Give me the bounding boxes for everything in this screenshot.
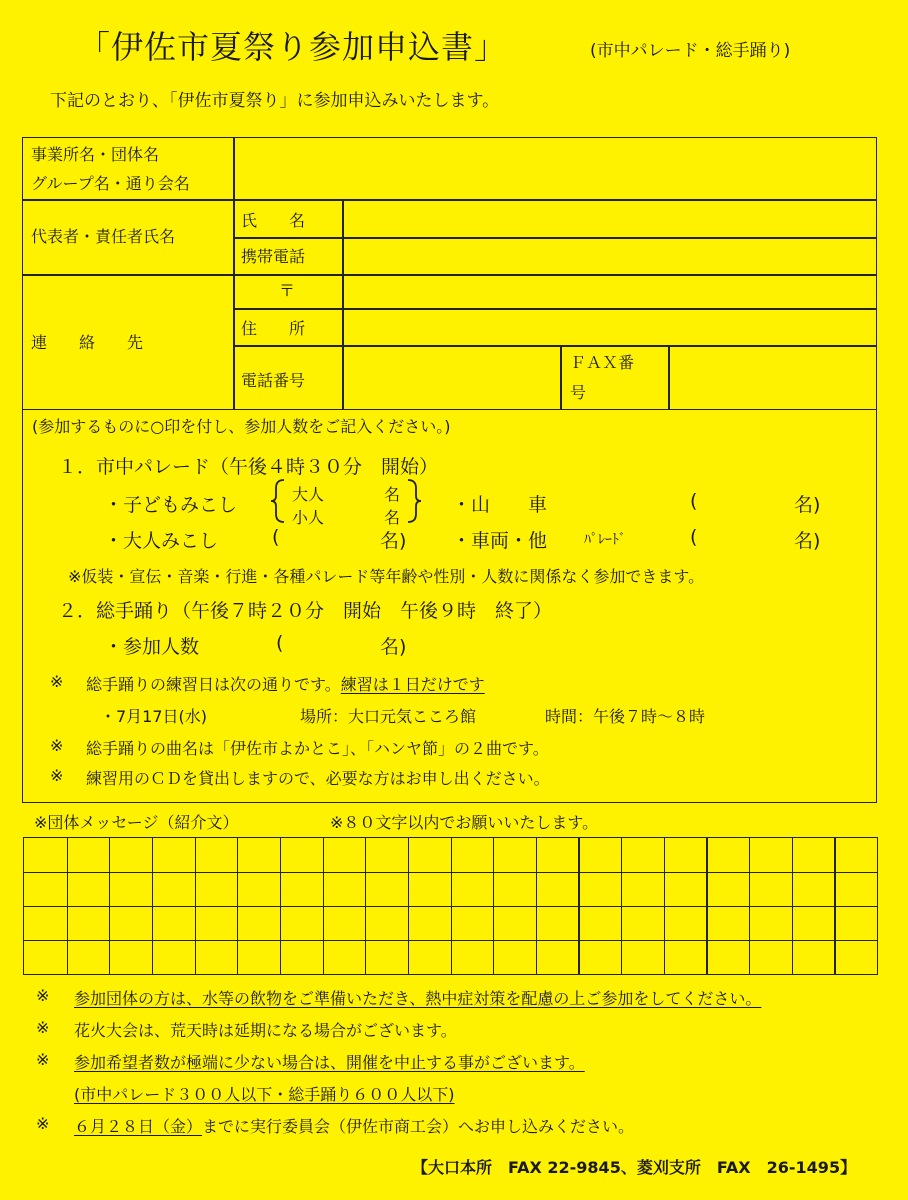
deadline-text: までに実行委員会（伊佐市商工会）へお申し込みください。	[202, 1117, 635, 1136]
yama-label: ・山 車	[452, 494, 548, 516]
vehicle-label: ・車両・他	[452, 530, 548, 552]
org-label-1: 事業所名・団体名	[31, 145, 160, 164]
note-mark: ※	[50, 736, 64, 755]
parade-small-label: ﾊﾟﾚｰﾄﾞ	[584, 532, 626, 548]
parade-note: ※仮装・宣伝・音楽・行進・各種パレード等年齢や性別・人数に関係なく参加できます。	[68, 567, 705, 586]
address-field[interactable]	[348, 311, 868, 342]
note-mark: ※	[50, 766, 64, 785]
vehicle-paren-open: (	[690, 526, 698, 548]
note-cancel: 参加希望者数が極端に少ない場合は、開催を中止する事がございます。	[74, 1053, 585, 1072]
address-label: 住 所	[241, 319, 306, 338]
fax-label-1: ＦＡＸ番	[570, 353, 635, 372]
contact-label: 連 絡 先	[31, 333, 144, 352]
message-label: ※団体メッセージ（紹介文）	[34, 813, 239, 832]
adult-mikoshi-paren-open: (	[272, 526, 280, 548]
adult-mikoshi-label: ・大人みこし	[104, 530, 219, 552]
mobile-label: 携帯電話	[241, 247, 306, 266]
left-brace-icon	[270, 478, 290, 524]
note-mark: ※	[36, 1114, 50, 1133]
note-mark: ※	[36, 986, 50, 1005]
child-count-unit[interactable]: 名	[384, 508, 401, 527]
phone-label: 電話番号	[241, 371, 306, 390]
message-limit: ※８０文字以内でお願いいたします。	[330, 813, 599, 832]
yama-count-unit[interactable]: 名)	[794, 494, 821, 516]
postal-label: 〒	[279, 281, 296, 300]
note-mark: ※	[50, 672, 64, 691]
fax-field[interactable]	[673, 348, 871, 406]
participants-label: ・参加人数	[104, 636, 200, 658]
rep-label: 代表者・責任者氏名	[31, 227, 176, 246]
grid-row-line	[24, 940, 877, 941]
participants-count-unit[interactable]: 名)	[380, 636, 407, 658]
adult-count-unit[interactable]: 名	[384, 485, 401, 504]
note-deadline	[74, 1114, 634, 1137]
practice-note-underlined: 練習は１日だけです	[340, 675, 485, 694]
name-label: 氏 名	[241, 211, 306, 230]
kids-mikoshi-label: ・子どもみこし	[104, 494, 238, 516]
practice-note	[86, 672, 485, 695]
deadline-date: ６月２８日（金）	[74, 1117, 203, 1136]
dance-title: ２．総手踊り（午後７時２０分 開始 午後９時 終了）	[58, 600, 553, 622]
child-label: 小人	[292, 508, 325, 527]
message-grid[interactable]	[23, 837, 878, 975]
intro-text: 下記のとおり、「伊佐市夏祭り」に参加申込みいたします。	[50, 91, 500, 111]
right-brace-icon	[402, 478, 422, 524]
note-cancel-threshold: (市中パレード３００人以下・総手踊り６００人以下)	[74, 1085, 455, 1104]
yama-paren-open: (	[690, 490, 698, 512]
practice-place: 場所：大口元気こころ館	[300, 707, 477, 726]
adult-label: 大人	[292, 485, 325, 504]
fax-label-2: 号	[570, 383, 587, 402]
mobile-field[interactable]	[348, 240, 868, 272]
practice-time: 時間：午後７時～８時	[545, 707, 706, 726]
participants-paren-open: (	[276, 632, 284, 654]
songs-note: 総手踊りの曲名は「伊佐市よかとこ」、「ハンヤ節」の２曲です。	[86, 739, 549, 758]
instruction-text: (参加するものに○印を付し、参加人数をご記入ください。)	[32, 417, 451, 436]
note-heatstroke: 参加団体の方は、水等の飲物をご準備いただき、熱中症対策を配慮の上ご参加をしてください。	[74, 989, 762, 1008]
adult-mikoshi-count-unit[interactable]: 名)	[380, 530, 407, 552]
parade-title: １．市中パレード（午後４時３０分 開始）	[58, 456, 439, 478]
org-label-2: グループ名・通り会名	[31, 174, 190, 193]
grid-row-line	[24, 906, 877, 907]
org-name-field[interactable]	[241, 140, 871, 196]
grid-row-line	[24, 872, 877, 873]
practice-date: ・7月17日(水)	[100, 707, 208, 726]
cd-note: 練習用のＣＤを貸出しますので、必要な方はお申し出ください。	[86, 769, 550, 788]
form-title: 「伊佐市夏祭り参加申込書」	[78, 28, 508, 66]
note-mark: ※	[36, 1018, 50, 1037]
rep-name-field[interactable]	[348, 202, 868, 234]
footer-fax: 【大口本所 FAX 22-9845、菱刈支所 FAX 26-1495】	[412, 1158, 857, 1177]
practice-note-text: 総手踊りの練習日は次の通りです。	[86, 675, 341, 694]
postal-field[interactable]	[348, 277, 868, 305]
phone-field[interactable]	[348, 348, 556, 406]
form-subtitle: (市中パレード・総手踊り)	[590, 41, 791, 61]
vehicle-count-unit[interactable]: 名)	[794, 530, 821, 552]
note-fireworks: 花火大会は、荒天時は延期になる場合がございます。	[74, 1021, 457, 1040]
applicant-table	[22, 137, 877, 410]
note-mark: ※	[36, 1050, 50, 1069]
